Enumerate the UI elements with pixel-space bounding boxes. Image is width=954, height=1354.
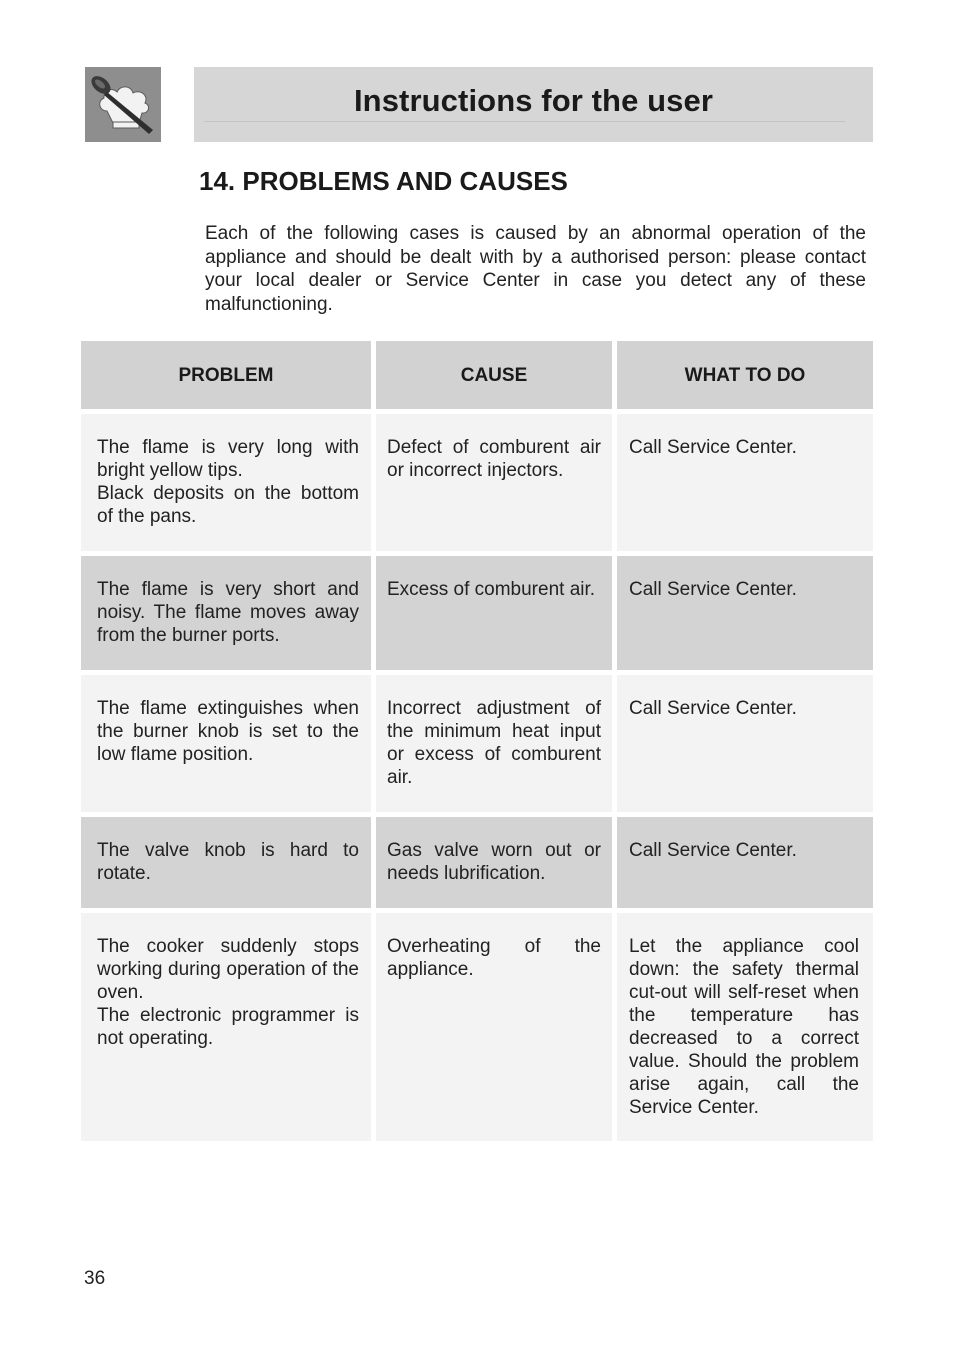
problem-text: The cooker suddenly stops working during operation of the oven. xyxy=(97,936,359,1003)
problem-cell xyxy=(81,817,371,908)
table-row xyxy=(81,817,873,908)
what-to-do-cell: Call Service Center. xyxy=(617,817,873,908)
problem-cell xyxy=(81,675,371,812)
problem-text: The flame extinguishes when the burner knob is set to the low flame position. xyxy=(97,698,359,765)
what-to-do-cell: Call Service Center. xyxy=(617,556,873,670)
cause-cell: Defect of comburent air or incorrect injectors. xyxy=(376,414,612,551)
intro-paragraph: Each of the following cases is caused by an abnormal operation of the appliance and should be dealt with by a authorised person: please contact your local dealer or Service Center in case you detect any of these malfunctioning. xyxy=(205,223,866,315)
table-row xyxy=(81,414,873,551)
logo xyxy=(85,67,161,142)
cause-cell: Overheating of the appliance. xyxy=(376,913,612,1141)
page-header-title: Instructions for the user xyxy=(353,83,714,118)
problem-text: The flame is very long with bright yellow tips. xyxy=(97,437,359,481)
header-problem: PROBLEM xyxy=(81,341,371,409)
header-band xyxy=(194,67,873,142)
table-row xyxy=(81,913,873,1141)
section-title: 14. PROBLEMS AND CAUSES xyxy=(199,166,568,196)
problem-text: The valve knob is hard to rotate. xyxy=(97,840,359,884)
cause-cell: Excess of comburent air. xyxy=(376,556,612,670)
header-cause: CAUSE xyxy=(376,341,612,409)
problem-text: The electronic programmer is not operating. xyxy=(97,1005,359,1049)
cause-cell: Gas valve worn out or needs lubrification. xyxy=(376,817,612,908)
what-to-do-cell: Let the appliance cool down: the safety thermal cut-out will self-reset when the temperature has decreased to a correct value. Should the problem arise again, call the Service Center. xyxy=(617,913,873,1141)
header-divider xyxy=(204,121,845,122)
problem-cell xyxy=(81,556,371,670)
problem-cell xyxy=(81,913,371,1141)
table-row xyxy=(81,675,873,812)
header-what-to-do: WHAT TO DO xyxy=(617,341,873,409)
problem-text: Black deposits on the bottom of the pans. xyxy=(97,483,359,527)
table-header-row xyxy=(81,341,873,409)
page-number: 36 xyxy=(84,1268,106,1289)
table-row xyxy=(81,556,873,670)
cause-cell: Incorrect adjustment of the minimum heat input or excess of comburent air. xyxy=(376,675,612,812)
problem-text: The flame is very short and noisy. The flame moves away from the burner ports. xyxy=(97,579,359,646)
spoon-and-chef-hat-icon xyxy=(85,67,161,142)
what-to-do-cell: Call Service Center. xyxy=(617,675,873,812)
problem-cell xyxy=(81,414,371,551)
what-to-do-cell: Call Service Center. xyxy=(617,414,873,551)
problems-table xyxy=(81,341,873,1146)
